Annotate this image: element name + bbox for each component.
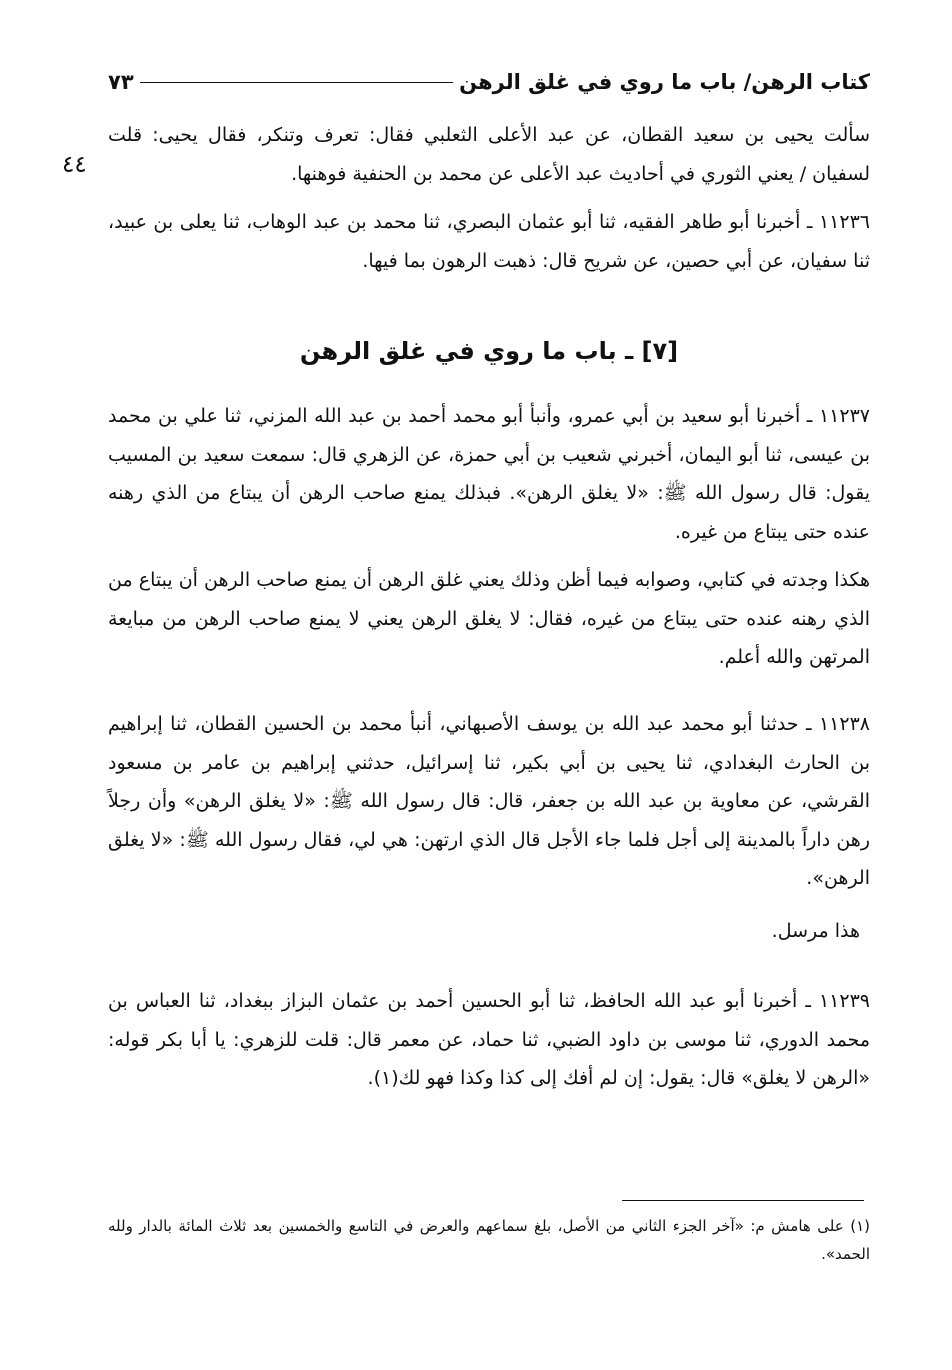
paragraph-hadith-11239: ١١٢٣٩ ـ أخبرنا أبو عبد الله الحافظ، ثنا أبو الحسين أحمد بن عثمان البزاز ببغداد، ثنا العباس بن محمد الدوري، ثنا موسى بن داود الضبي، ثنا حماد، عن معمر قال: قلت للزهري: يا أبا بكر قوله: «الرهن لا يغلق» قال: يقول: إن لم أفك إلى كذا وكذا فهو لك(١). [108,990,870,1089]
page-number: ٧٣ [108,70,134,94]
running-header [108,62,870,102]
paragraph-hadith-11237: ١١٢٣٧ ـ أخبرنا أبو سعيد بن أبي عمرو، وأنبأ أبو محمد أحمد بن عبد الله المزني، ثنا علي بن محمد بن عيسى، ثنا أبو اليمان، أخبرني شعيب بن أبي حمزة، عن الزهري قال: سمعت سعيد بن المسيب يقول: قال رسول الله ﷺ: «لا يغلق الرهن». فبذلك يمنع صاحب الرهن أن يبتاع من الذي رهنه عنده حتى يبتاع من غيره. [108,405,870,543]
paragraph-hadith-11236: ١١٢٣٦ ـ أخبرنا أبو طاهر الفقيه، ثنا أبو عثمان البصري، ثنا محمد بن عبد الوهاب، ثنا يعلى بن عبيد، ثنا سفيان، عن أبي حصين، عن شريح قال: ذهبت الرهون بما فيها. [108,211,870,272]
paragraph-hadith-11238: ١١٢٣٨ ـ حدثنا أبو محمد عبد الله بن يوسف الأصبهاني، أنبأ محمد بن الحسين القطان، ثنا إبراهيم بن الحارث البغدادي، ثنا يحيى بن أبي بكير، ثنا إسرائيل، حدثني إبراهيم بن عامر بن مسعود القرشي، عن معاوية بن عبد الله بن جعفر، قال: قال رسول الله ﷺ: «لا يغلق الرهن» وأن رجلاً رهن داراً بالمدينة إلى أجل فلما جاء الأجل قال الذي ارتهن: هي لي، فقال رسول الله ﷺ: «لا يغلق الرهن». [108,713,870,889]
header-rule [140,82,454,83]
section-heading: [٧] ـ باب ما روي في غلق الرهن [299,337,679,365]
footnote-divider [622,1200,864,1201]
header-title: كتاب الرهن/ باب ما روي في غلق الرهن [459,70,870,94]
paragraph-mursal-note: هذا مرسل. [771,920,860,942]
footnote: (١) على هامش م: «آخر الجزء الثاني من الأصل، بلغ سماعهم والعرض في التاسع والخمسين بعد ثلاث المائة بالدار ولله الحمد». [108,1217,870,1263]
paragraph-narration: سألت يحيى بن سعيد القطان، عن عبد الأعلى الثعلبي فقال: تعرف وتنكر، فقال يحيى: قلت لسفيان / يعني الثوري في أحاديث عبد الأعلى عن محمد بن الحنفية فوهنها. [108,124,870,185]
margin-number: ٤٤ [62,152,87,178]
paragraph-commentary: هكذا وجدته في كتابي، وصوابه فيما أظن وذلك يعني غلق الرهن أن يمنع صاحب الرهن أن يبتاع من الذي رهنه عنده حتى يبتاع من غيره، فقال: لا يغلق الرهن يعني لا يمنع صاحب الرهن من مبايعة المرتهن والله أعلم. [108,569,870,668]
